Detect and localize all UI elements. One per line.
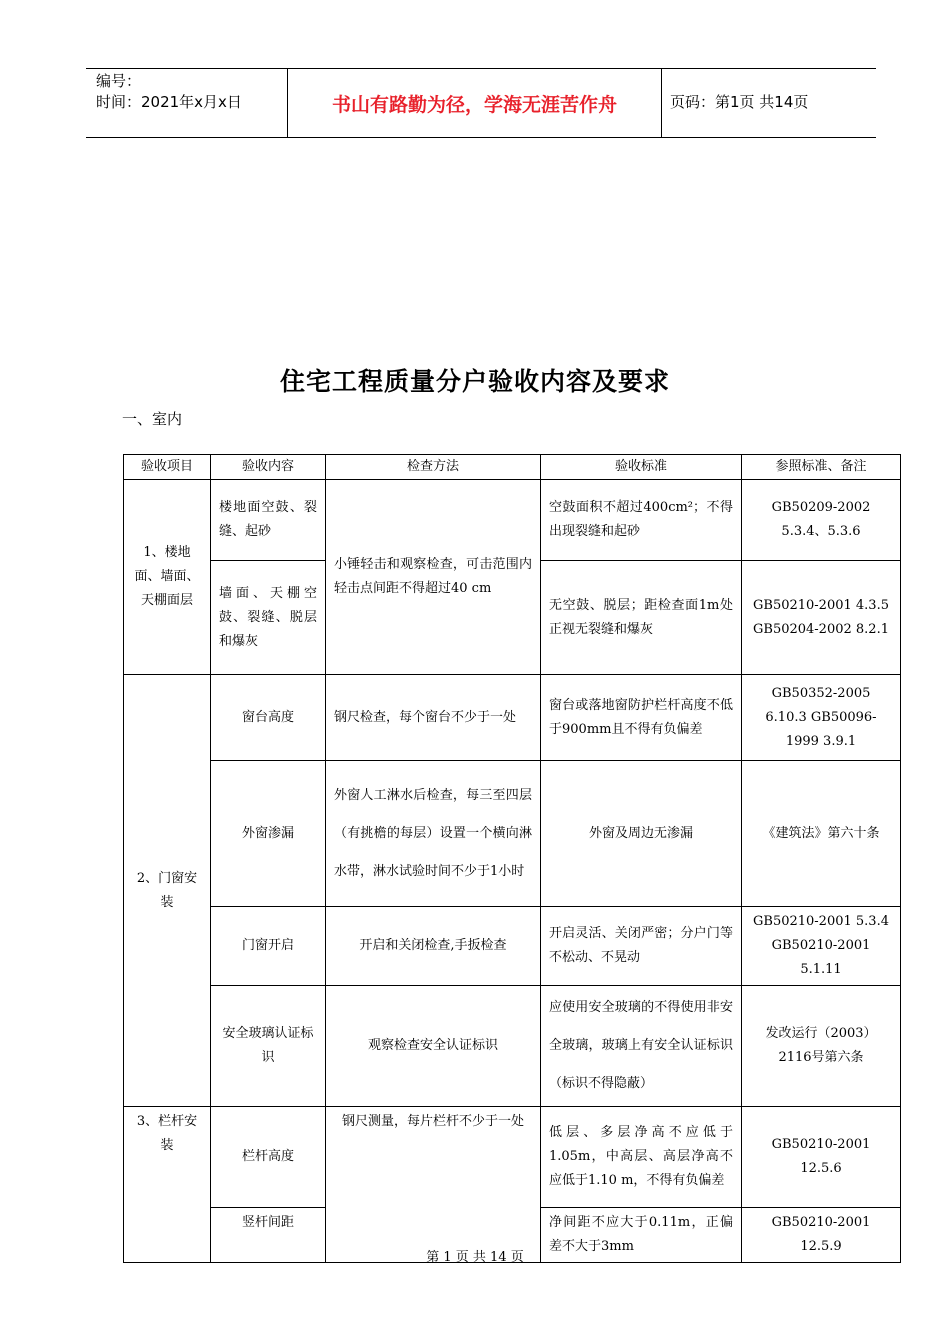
reference-cell: 《建筑法》第六十条 — [742, 761, 901, 907]
header-page-info: 页码：第1页 共14页 — [670, 93, 809, 111]
table-row — [124, 1107, 901, 1208]
method-cell: 钢尺测量，每片栏杆不少于一处 — [326, 1107, 541, 1263]
reference-cell: GB50209-2002 5.3.4、5.3.6 — [742, 480, 901, 561]
header-cell: 验收标准 — [541, 455, 742, 480]
standard-cell: 外窗及周边无渗漏 — [541, 761, 742, 907]
item-cell: 1、楼地面、墙面、天棚面层 — [124, 480, 211, 675]
method-cell: 观察检查安全认证标识 — [326, 986, 541, 1107]
standard-cell: 无空鼓、脱层；距检查面1m处正视无裂缝和爆灰 — [541, 561, 742, 675]
reference-cell: 发改运行（2003）2116号第六条 — [742, 986, 901, 1107]
reference-cell: GB50210-2001 12.5.9 — [742, 1208, 901, 1263]
standard-cell: 净间距不应大于0.11m，正偏差不大于3mm — [541, 1208, 742, 1263]
reference-cell: GB50210-2001 12.5.6 — [742, 1107, 901, 1208]
content-cell: 窗台高度 — [211, 675, 326, 761]
header-motto: 书山有路勤为径，学海无涯苦作舟 — [287, 69, 662, 137]
method-cell: 外窗人工淋水后检查，每三至四层（有挑檐的每层）设置一个横向淋水带，淋水试验时间不少于1小时 — [326, 761, 541, 907]
header-cell: 验收项目 — [124, 455, 211, 480]
table-row — [124, 761, 901, 907]
inspection-table — [123, 454, 901, 1263]
method-cell: 钢尺检查，每个窗台不少于一处 — [326, 675, 541, 761]
content-cell: 栏杆高度 — [211, 1107, 326, 1208]
document-title: 住宅工程质量分户验收内容及要求 — [279, 367, 670, 396]
page-header — [86, 68, 876, 138]
table-row — [124, 675, 901, 761]
table-row — [124, 480, 901, 561]
standard-cell: 应使用安全玻璃的不得使用非安全玻璃，玻璃上有安全认证标识（标识不得隐蔽） — [541, 986, 742, 1107]
number-label: 编号： — [96, 72, 142, 90]
content-cell: 安全玻璃认证标识 — [211, 986, 326, 1107]
reference-cell: GB50210-2001 5.3.4 GB50210-2001 5.1.11 — [742, 907, 901, 986]
standard-cell: 开启灵活、关闭严密；分户门等不松动、不晃动 — [541, 907, 742, 986]
item-cell: 3、栏杆安装 — [124, 1107, 211, 1263]
time-label: 时间：2021年x月x日 — [96, 93, 242, 111]
header-cell: 检查方法 — [326, 455, 541, 480]
content-cell: 竖杆间距 — [211, 1208, 326, 1263]
section-heading: 一、室内 — [122, 410, 183, 428]
content-cell: 外窗渗漏 — [211, 761, 326, 907]
reference-cell: GB50210-2001 4.3.5 GB50204-2002 8.2.1 — [742, 561, 901, 675]
method-cell: 小锤轻击和观察检查，可击范围内轻击点间距不得超过40 cm — [326, 480, 541, 675]
table-header-row — [124, 455, 901, 480]
header-cell: 参照标准、备注 — [742, 455, 901, 480]
page-footer: 第 1 页 共 14 页 — [426, 1250, 524, 1265]
standard-cell: 空鼓面积不超过400cm²；不得出现裂缝和起砂 — [541, 480, 742, 561]
content-cell: 墙面、天棚空鼓、裂缝、脱层和爆灰 — [211, 561, 326, 675]
method-cell: 开启和关闭检查,手扳检查 — [326, 907, 541, 986]
content-cell: 楼地面空鼓、裂缝、起砂 — [211, 480, 326, 561]
standard-cell: 窗台或落地窗防护栏杆高度不低于900mm且不得有负偏差 — [541, 675, 742, 761]
reference-cell: GB50352-2005 6.10.3 GB50096-1999 3.9.1 — [742, 675, 901, 761]
header-cell: 验收内容 — [211, 455, 326, 480]
header-meta — [96, 71, 286, 113]
table-row — [124, 907, 901, 986]
standard-cell: 低层、多层净高不应低于1.05m，中高层、高层净高不应低于1.10 m，不得有负偏差 — [541, 1107, 742, 1208]
content-cell: 门窗开启 — [211, 907, 326, 986]
table-row — [124, 986, 901, 1107]
item-cell: 2、门窗安装 — [124, 675, 211, 1107]
